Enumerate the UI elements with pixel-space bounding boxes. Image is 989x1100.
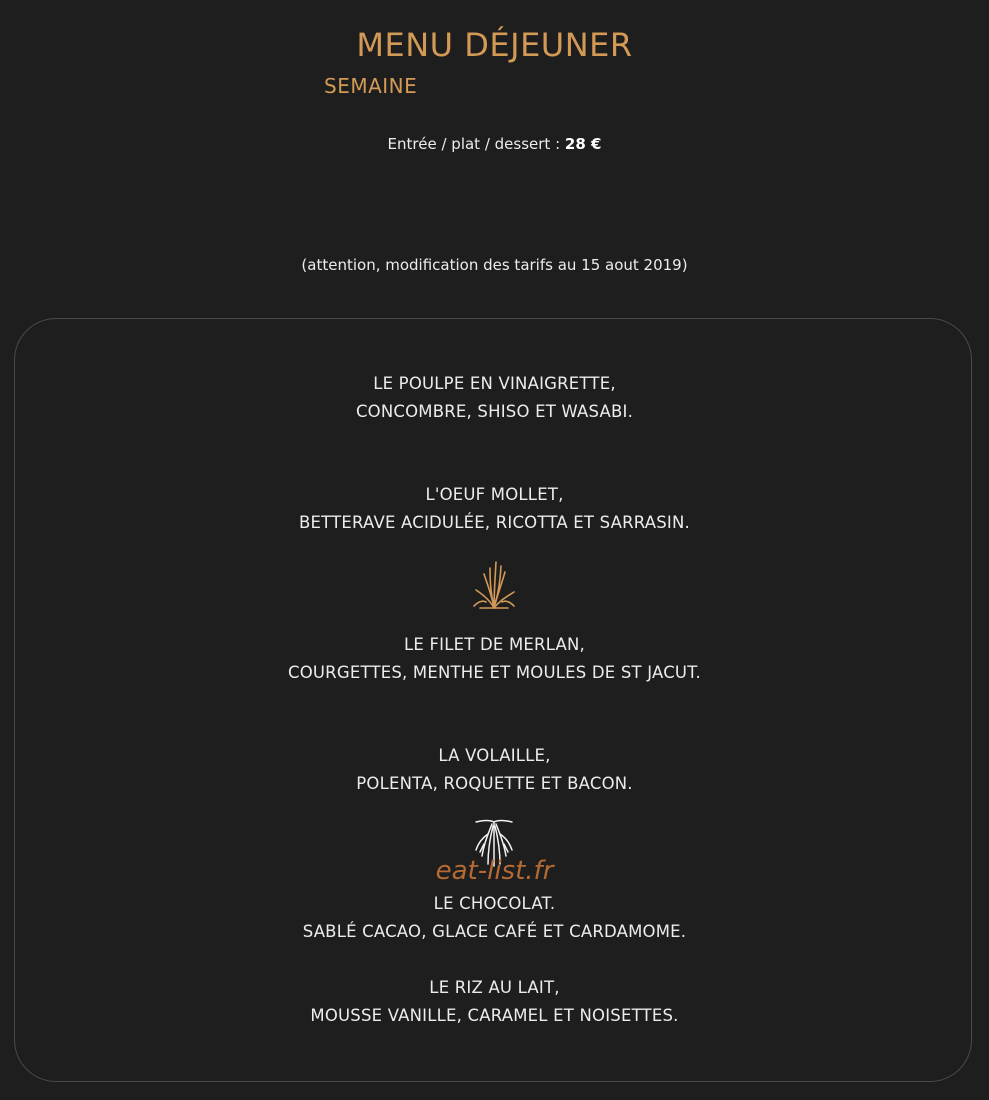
price-value: 28 € xyxy=(564,135,602,153)
dish-description: POLENTA, ROQUETTE ET BACON. xyxy=(356,774,633,793)
menu-title: MENU DÉJEUNER xyxy=(356,26,633,64)
dish-name: L'OEUF MOLLET, xyxy=(425,485,564,504)
tariff-notice: (attention, modification des tarifs au 15 aout 2019) xyxy=(301,256,688,274)
dish-item xyxy=(0,974,989,1030)
menu-panel xyxy=(14,318,972,1082)
price-label: Entrée / plat / dessert : xyxy=(387,135,565,153)
dish-description: SABLÉ CACAO, GLACE CAFÉ ET CARDAMOME. xyxy=(302,922,687,941)
price-line xyxy=(0,135,989,153)
dish-description: MOUSSE VANILLE, CARAMEL ET NOISETTES. xyxy=(310,1006,679,1025)
dish-description: CONCOMBRE, SHISO ET WASABI. xyxy=(355,402,634,421)
watermark-logo: eat-list.fr xyxy=(435,856,554,886)
dish-item xyxy=(0,631,989,687)
dish-description: BETTERAVE ACIDULÉE, RICOTTA ET SARRASIN. xyxy=(299,513,690,532)
dish-item xyxy=(0,370,989,426)
dish-name: LA VOLAILLE, xyxy=(438,746,551,765)
dish-item xyxy=(0,481,989,537)
dish-name: LE CHOCOLAT. xyxy=(433,894,556,913)
dish-name: LE POULPE EN VINAIGRETTE, xyxy=(373,374,616,393)
dish-item xyxy=(0,742,989,798)
menu-subtitle: SEMAINE xyxy=(324,74,418,98)
dish-name: LE RIZ AU LAIT, xyxy=(429,978,560,997)
golden-seaweed-icon xyxy=(470,556,518,612)
dish-item xyxy=(0,890,989,946)
dish-description: COURGETTES, MENTHE ET MOULES DE ST JACUT. xyxy=(288,663,701,682)
dish-name: LE FILET DE MERLAN, xyxy=(404,635,585,654)
